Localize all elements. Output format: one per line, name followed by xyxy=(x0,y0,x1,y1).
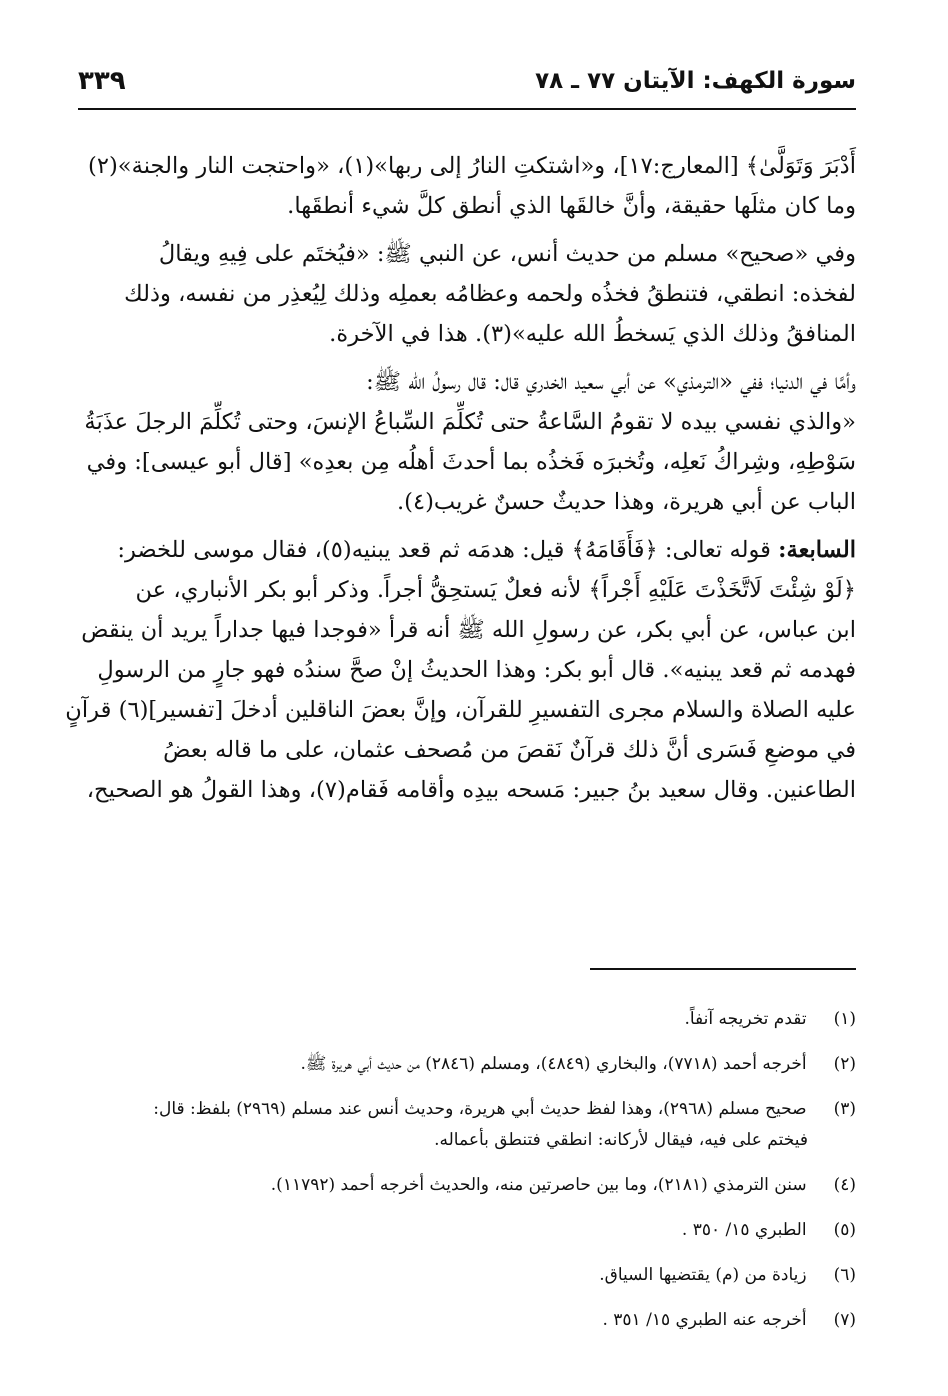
header-title: سورة الكهف: الآيتان ٧٧ ـ ٧٨ xyxy=(535,68,856,94)
footnote-number: (١) xyxy=(833,1009,856,1029)
footnotes xyxy=(78,1004,856,1350)
footnote-text: زيادة من (م) يقتضيها السياق. xyxy=(599,1265,807,1285)
text-line: «والذي نفسي بيده لا تقومُ السَّاعةُ حتى تُكلِّمَ السِّباعُ الإنسَ، وحتى تُكلِّمَ الرجلَ عذَبَةُ xyxy=(84,409,856,435)
text-line: عليه الصلاة والسلام مجرى التفسيرِ للقرآن، وإنَّ بعضَ الناقلين أدخلَ [تفسير](٦) قرآنٍ xyxy=(65,697,856,723)
main-text xyxy=(65,146,856,818)
text-line: سَوْطِهِ، وشِراكُ نَعلِه، وتُخبرَه فَخذُه بما أحدثَ أهلُه مِن بعدِه» [قال أبو عيسى]: وفي xyxy=(86,449,856,475)
footnote xyxy=(78,1260,856,1291)
footnote-number: (٤) xyxy=(833,1175,856,1195)
footnote xyxy=(78,1004,856,1035)
text-line: الطاعنين. وقال سعيد بنُ جبير: مَسحه بيدِه وأقامه فَقام(٧)، وهذا القولُ هو الصحيح، xyxy=(86,777,856,803)
footnote xyxy=(78,1094,856,1156)
section-lead-word: السابعة: xyxy=(778,537,856,563)
page-number: ٣٣٩ xyxy=(78,66,126,96)
footnote-number: (٥) xyxy=(833,1220,856,1240)
footnote-text-continued: فيختم على فيه، فيقال لأركانه: انطقي فتنطق بأعماله. xyxy=(434,1130,808,1150)
text-line-lead xyxy=(78,530,856,570)
footnote-text: سنن الترمذي (٢١٨١)، وما بين حاصرتين منه، والحديث أخرجه أحمد (١١٧٩٢). xyxy=(270,1175,807,1195)
text-line-rest: قوله تعالى: ﴿فَأَقَامَهُ﴾ قيل: هدمَه ثم قعد يبنيه(٥)، فقال موسى للخضر: xyxy=(117,537,771,563)
footnote-text: أخرجه عنه الطبري ١٥/ ٣٥١ . xyxy=(602,1310,807,1330)
text-line: ابن عباس، عن أبي بكر، عن رسولِ الله ﷺ أنه قرأ «فوجدا فيها جداراً يريد أن ينقض xyxy=(81,617,856,643)
footnote-number: (٧) xyxy=(833,1310,856,1330)
footnote xyxy=(78,1049,856,1080)
text-line: وما كان مثلَها حقيقة، وأنَّ خالقَها الذي أنطق كلَّ شيء أنطقَها. xyxy=(287,193,856,219)
footnote xyxy=(78,1305,856,1336)
footnote xyxy=(78,1170,856,1201)
paragraph xyxy=(78,146,856,226)
paragraph xyxy=(78,362,856,522)
footnote-text: صحيح مسلم (٢٩٦٨)، وهذا لفظ حديث أبي هريرة، وحديث أنس عند مسلم (٢٩٦٩) بلفظ: قال: xyxy=(153,1099,807,1119)
text-line: لفخذه: انطقي، فتنطقُ فخذُه ولحمه وعظامُه بعملِه وذلك لِيُعذِر من نفسه، وذلك xyxy=(124,281,856,307)
paragraph xyxy=(78,234,856,354)
footnote-number: (٢) xyxy=(833,1054,856,1074)
footnote-separator xyxy=(590,968,856,970)
text-line: فهدمه ثم قعد يبنيه». قال أبو بكر: وهذا الحديثُ إنْ صحَّ سندُه فهو جارٍ من الرسولِ xyxy=(97,657,856,683)
footnote-number: (٣) xyxy=(833,1099,856,1119)
text-line: وفي «صحيح» مسلم من حديث أنس، عن النبي ﷺ: «فيُختَم على فِيهِ ويقالُ xyxy=(158,241,856,267)
text-line: في موضعِ فَسَرى أنَّ ذلك قرآنٌ نَقصَ من مُصحف عثمان، على ما قاله بعضُ xyxy=(163,737,856,763)
text-line: ﴿لَوْ شِئْتَ لَاتَّخَذْتَ عَلَيْهِ أَجْراً﴾ لأنه فعلٌ يَستحِقُّ أجراً. وذكر أبو بكر الأنباري، عن xyxy=(135,577,856,603)
footnote-text: أخرجه أحمد (٧٧١٨)، والبخاري (٤٨٤٩)، ومسلم (٢٨٤٦) من حديث أبي هريرة ﷺ. xyxy=(300,1054,807,1074)
footnote xyxy=(78,1215,856,1246)
text-line: وأمَّا في الدنيا؛ ففي «الترمذي» عن أبي سعيد الخدري قال: قال رسولُ الله ﷺ: xyxy=(366,369,856,395)
paragraph xyxy=(65,530,856,810)
footnote-number: (٦) xyxy=(833,1265,856,1285)
header-divider xyxy=(78,108,856,110)
text-line: المنافقُ وذلك الذي يَسخطُ الله عليه»(٣). هذا في الآخرة. xyxy=(329,321,856,347)
footnote-text: الطبري ١٥/ ٣٥٠ . xyxy=(681,1220,807,1240)
text-line: الباب عن أبي هريرة، وهذا حديثٌ حسنٌ غريب(٤). xyxy=(396,489,856,515)
text-line: أَدْبَرَ وَتَوَلَّىٰ﴾ [المعارج:١٧]، و«اشتكتِ النارُ إلى ربها»(١)، «واحتجت النار والجنة»(٢) xyxy=(88,153,856,179)
running-header xyxy=(78,64,856,104)
footnote-text: تقدم تخريجه آنفاً. xyxy=(684,1009,807,1029)
